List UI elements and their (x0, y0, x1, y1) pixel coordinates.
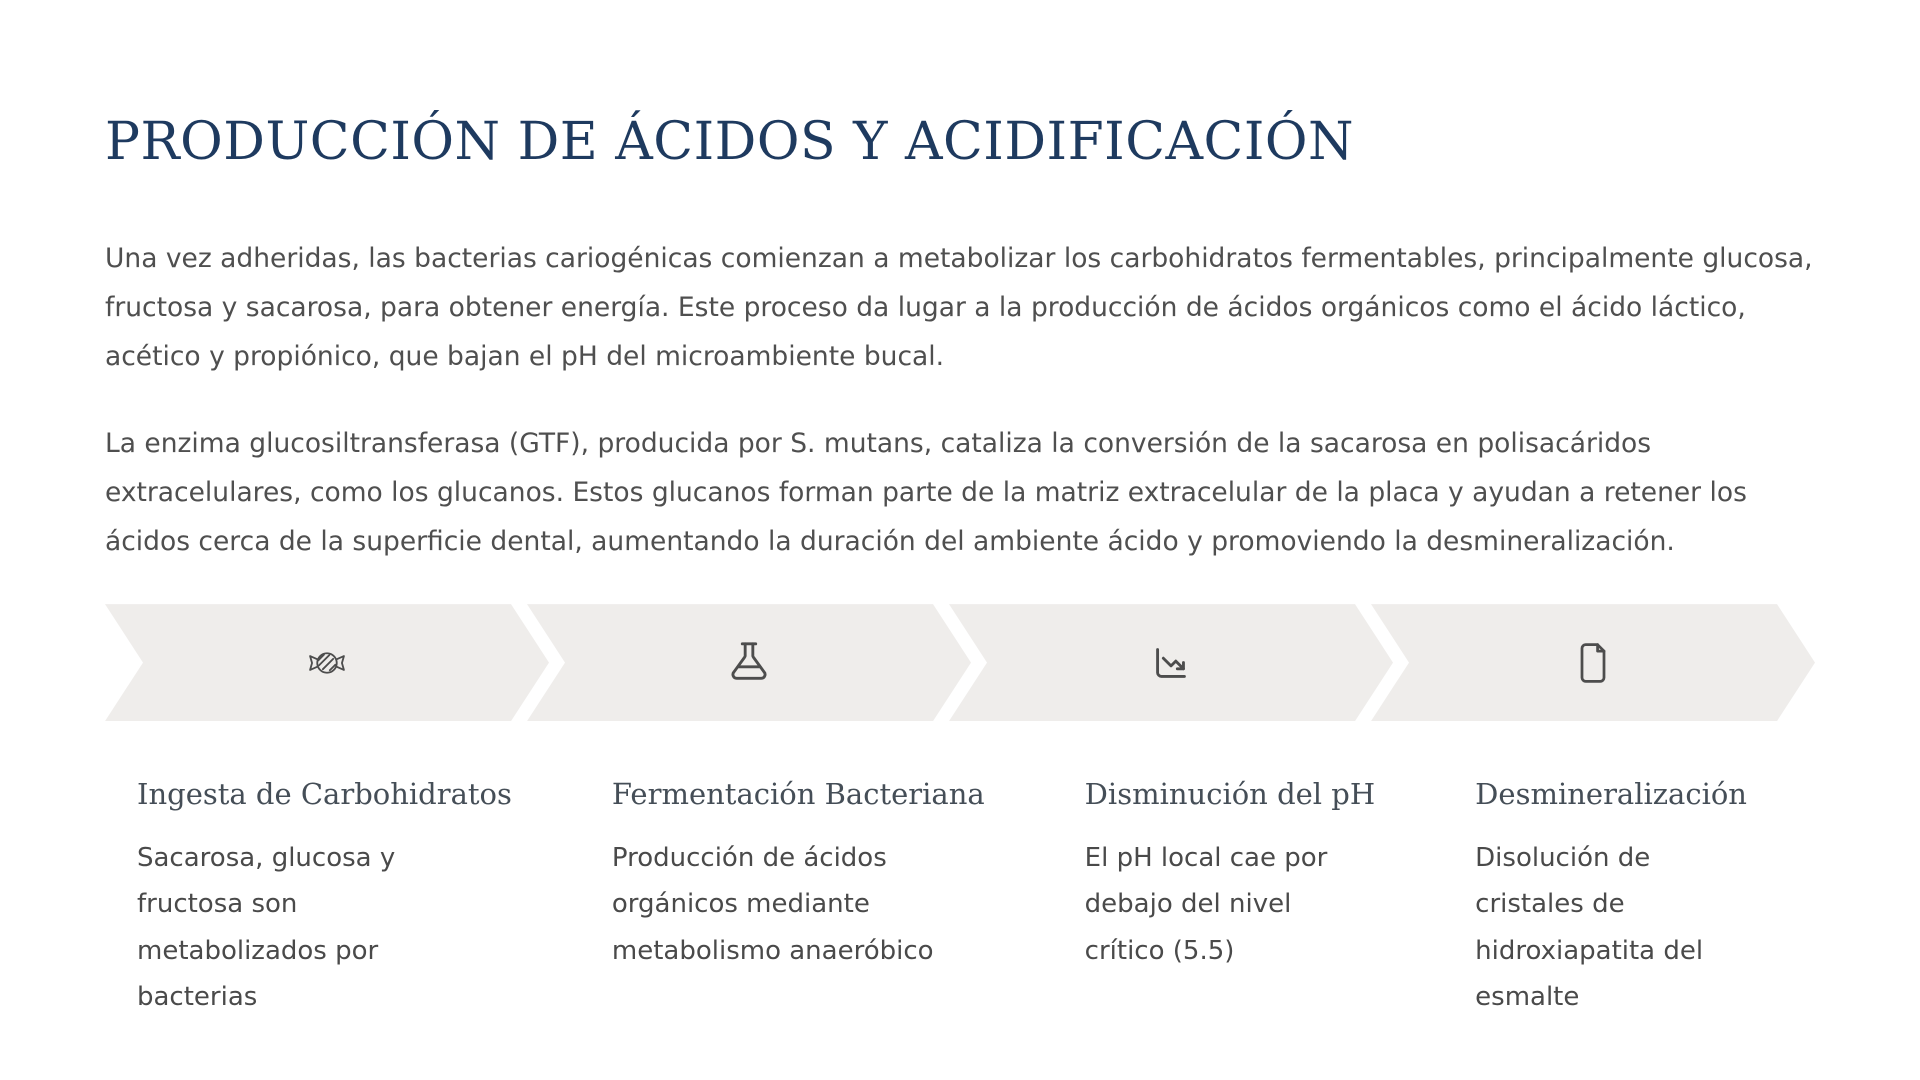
step-description-4: Disolución de cristales de hidroxiapatita del esmalte (1475, 843, 1704, 1012)
process-chevron-1 (105, 604, 549, 721)
step-title-3: Disminución del pH (1084, 777, 1376, 812)
process-steps-labels (105, 777, 1815, 1020)
intro-paragraph-1: Una vez adheridas, las bacterias cariogénicas comienzan a metabolizar los carbohidratos fermentables, principalmente glucosa, fructosa y sacarosa, para obtener energía. Este proceso da lugar a la producción de ácidos orgánicos como el ácido láctico, acético y propiónico, que bajan el pH del microambiente bucal. (105, 243, 1813, 373)
candy-icon (301, 645, 353, 681)
page-title: PRODUCCIÓN DE ÁCIDOS Y ACIDIFICACIÓN (105, 112, 1354, 172)
process-chevron-2 (527, 604, 971, 721)
intro-paragraph-2: La enzima glucosiltransferasa (GTF), producida por S. mutans, cataliza la conversión de la sacarosa en polisacáridos extracelulares, como los glucanos. Estos glucanos forman parte de la matriz extracelular de la placa y ayudan a retener los ácidos cerca de la superficie dental, aumentando la duración del ambiente ácido y promoviendo la desmineralización. (105, 428, 1747, 558)
step-description-1: Sacarosa, glucosa y fructosa son metabolizados por bacterias (137, 843, 396, 1012)
step-description-2: Producción de ácidos orgánicos mediante metabolismo anaeróbico (611, 843, 934, 966)
process-chevron-4 (1371, 604, 1815, 721)
process-chevron-3 (949, 604, 1393, 721)
step-title-4: Desmineralización (1475, 777, 1747, 812)
intro-section (105, 234, 1815, 566)
process-step-4 (1443, 777, 1837, 1020)
file-icon (1571, 641, 1615, 685)
step-description-3: El pH local cae por debajo del nivel crítico (5.5) (1084, 843, 1328, 966)
step-title-2: Fermentación Bacteriana (611, 777, 985, 812)
process-flow-band (105, 604, 1815, 721)
process-step-3 (1053, 777, 1465, 1020)
chart-down-icon (1148, 640, 1194, 686)
process-step-2 (580, 777, 1075, 1020)
process-step-1 (105, 777, 602, 1020)
flask-icon (726, 640, 772, 686)
step-title-1: Ingesta de Carbohidratos (137, 777, 512, 812)
